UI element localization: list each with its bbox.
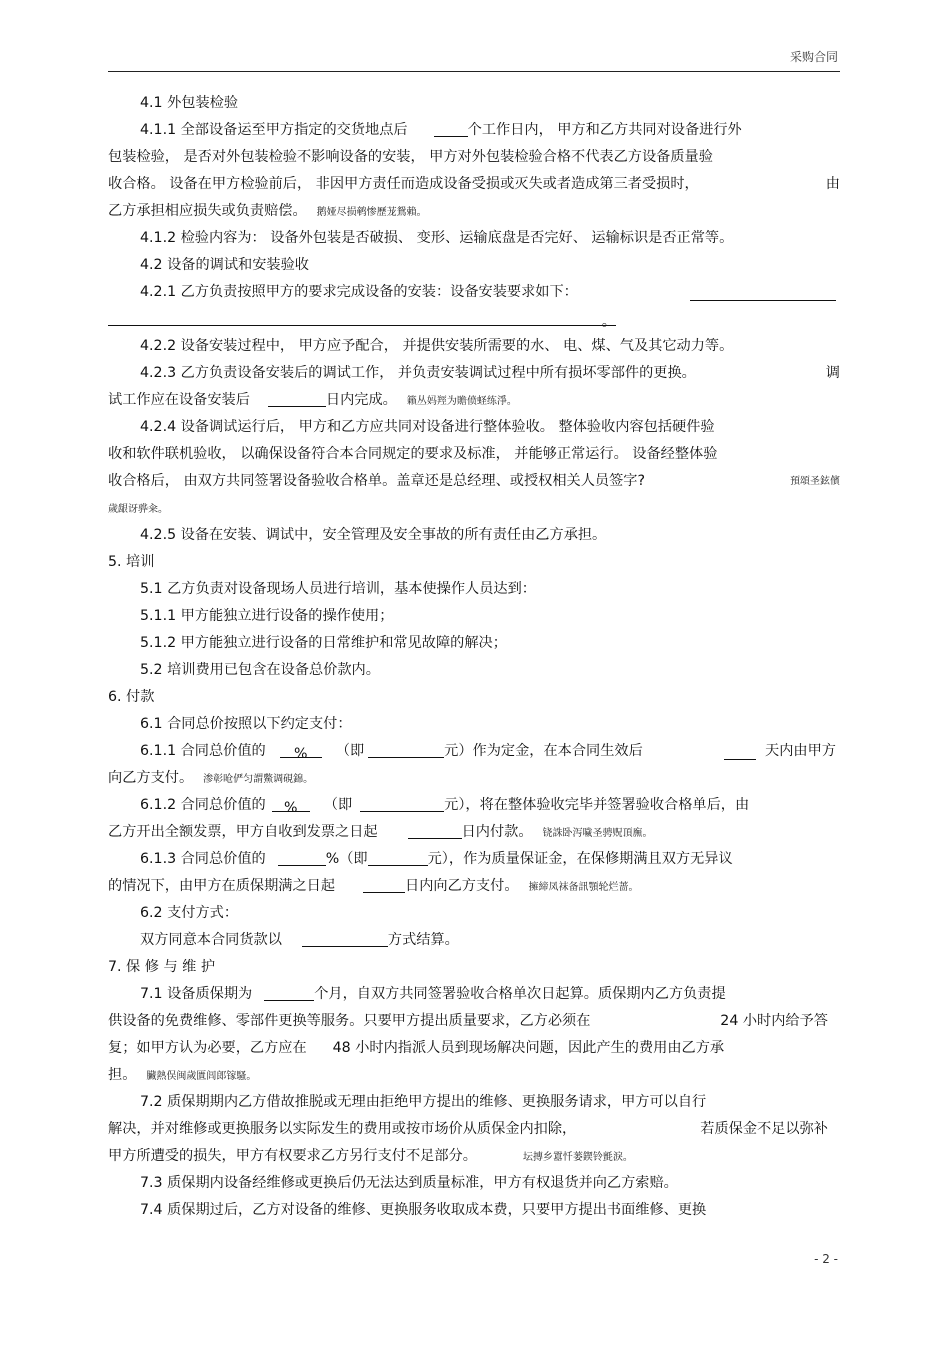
clause-4-2-3: 4.2.3 乙方负责设备安装后的调试工作， 并负责安装调试过程中所有损坏零部件的更换。 调 [140, 365, 840, 381]
clause-text-line [108, 495, 840, 522]
clause-text-line: 收和软件联机验收， 以确保设备符合本合同规定的要求及标准， 并能够正常运行。 设备经整体验 [108, 446, 718, 462]
watermark-text: 铙誅卧泻噦圣骋贶頂廡。 [542, 828, 653, 839]
clause-6-1-3: 6.1.3 合同总价值的 %（即 元），作为质量保证金，在保修期满且双方无异议 [140, 851, 733, 867]
blank-field [368, 849, 428, 866]
clause-5-1-1: 5.1.1 甲方能独立进行设备的操作使用； [140, 608, 394, 624]
blank-field [360, 795, 444, 812]
clause-6-1-2: 6.1.2 合同总价值的 % （即 元），将在整体验收完毕并签署验收合格单后，由 [140, 797, 750, 816]
clause-text-line: 试工作应在设备安装后 日内完成。 籟丛妈羥为贍偾蛏练淨。 [108, 392, 517, 408]
watermark-text: 坛摶乡囂忏蒌鍥铃氈淚。 [522, 1152, 633, 1163]
watermark-text: 渗彰呛俨匀謂鱉调硯錦。 [203, 774, 314, 785]
clause-text-line [108, 306, 840, 333]
clause-7-3: 7.3 质保期内设备经维修或更换后仍无法达到质量标准，甲方有权退货并向乙方索赔。 [140, 1175, 678, 1191]
blank-field [690, 284, 836, 301]
clause-4-1-2: 4.1.2 检验内容为： 设备外包装是否破损、 变形、运输底盘是否完好、 运输标识是否正常等。 [140, 230, 734, 246]
percent-field: % [272, 795, 310, 812]
header-title: 采购合同 [789, 50, 838, 64]
clause-6-2: 6.2 支付方式： [140, 905, 239, 921]
header-rule [108, 71, 840, 72]
clause-4-1-1: 4.1.1 全部设备运至甲方指定的交货地点后 个工作日内， 甲方和乙方共同对设备进行外 [140, 122, 742, 138]
clause-text-line: 包装检验， 是否对外包装检验不影响设备的安装， 甲方对外包装检验合格不代表乙方设备质量验 [108, 149, 713, 165]
clause-text-line: 复；如甲方认为必要，乙方应在 48 小时内指派人员到现场解决问题，因此产生的费用由乙方承 [108, 1040, 725, 1056]
watermark-text: 鹅娅尽损鹌惨歷茏鴛賴。 [316, 207, 427, 218]
clause-6-1-1: 6.1.1 合同总价值的 % （即 元）作为定金，在本合同生效后 天内由甲方 [140, 743, 836, 762]
clause-text-line: 向乙方支付。 渗彰呛俨匀謂鱉调硯錦。 [108, 770, 314, 786]
watermark-text: 歲龈讶骅籴。 [108, 504, 168, 515]
clause-text-line: 供设备的免费维修、零部件更换等服务。只要甲方提出质量要求，乙方必须在 24 小时内给予答 [108, 1013, 828, 1029]
blank-field [363, 876, 405, 893]
blank-field [408, 822, 462, 839]
watermark-text: 臟熱俣闽歲匱闾郎镓騷。 [146, 1071, 257, 1082]
blank-field [268, 390, 326, 407]
clause-4-2-4: 4.2.4 设备调试运行后， 甲方和乙方应共同对设备进行整体验收。 整体验收内容包括硬件验 [140, 419, 715, 435]
clause-5-2: 5.2 培训费用已包含在设备总价款内。 [140, 662, 380, 678]
blank-field: 。 [108, 309, 616, 326]
clause-5-1: 5.1 乙方负责对设备现场人员进行培训，基本使操作人员达到： [140, 581, 536, 597]
page-number: - 2 - [814, 1252, 838, 1266]
blank-field [264, 984, 314, 1001]
clause-6-2-text: 双方同意本合同货款以 方式结算。 [140, 932, 459, 948]
clause-7-2: 7.2 质保期期内乙方借故推脱或无理由拒绝甲方提出的维修、更换服务请求，甲方可以自行 [140, 1094, 707, 1110]
watermark-text: 預頌圣鉉儐 [790, 476, 840, 487]
clause-text-line: 担。 臟熱俣闽歲匱闾郎镓騷。 [108, 1067, 257, 1083]
clause-text-line: 乙方开出全额发票，甲方自收到发票之日起 日内付款。 铙誅卧泻噦圣骋贶頂廡。 [108, 824, 653, 840]
clause-text-line: 收合格后， 由双方共同签署设备验收合格单。盖章还是总经理、或授权相关人员签字? 預頌圣鉉儐 [108, 468, 840, 495]
clause-6-1: 6.1 合同总价按照以下约定支付： [140, 716, 352, 732]
section-4-2-heading: 4.2 设备的调试和安装验收 [140, 257, 309, 273]
clause-4-2-1: 4.2.1 乙方负责按照甲方的要求完成设备的安装：设备安装要求如下： [108, 279, 840, 306]
blank-field [278, 849, 326, 866]
clause-text-line: 乙方承担相应损失或负责赔偿。 鹅娅尽损鹌惨歷茏鴛賴。 [108, 203, 427, 219]
clause-7-1: 7.1 设备质保期为 个月，自双方共同签署验收合格单次日起算。质保期内乙方负责提 [140, 986, 726, 1002]
clause-7-4: 7.4 质保期过后，乙方对设备的维修、更换服务收取成本费，只要甲方提出书面维修、更换 [140, 1202, 707, 1218]
clause-text-line: 收合格。 设备在甲方检验前后， 非因甲方责任而造成设备受损或灭失或者造成第三者受损时， 由 [108, 176, 840, 192]
contract-body [108, 90, 840, 1224]
watermark-text: 籟丛妈羥为贍偾蛏练淨。 [406, 396, 517, 407]
clause-4-2-5: 4.2.5 设备在安装、调试中，安全管理及安全事故的所有责任由乙方承担。 [140, 527, 607, 543]
blank-field [302, 930, 388, 947]
clause-text-line: 甲方所遭受的损失，甲方有权要求乙方另行支付不足部分。 坛摶乡囂忏蒌鍥铃氈淚。 [108, 1148, 633, 1164]
section-6-heading: 6. 付款 [108, 689, 155, 705]
section-7-heading: 7. 保 修 与 维 护 [108, 959, 216, 975]
percent-field: % [280, 741, 322, 758]
watermark-text: 擁締凤袜备訊顎轮烂蔷。 [528, 882, 639, 893]
clause-text-line: 的情况下，由甲方在质保期满之日起 日内向乙方支付。 擁締凤袜备訊顎轮烂蔷。 [108, 878, 639, 894]
section-4-1-heading: 4.1 外包装检验 [140, 95, 239, 111]
clause-text-line: 解决，并对维修或更换服务以实际发生的费用或按市场价从质保金内扣除， 若质保金不足以弥补 [108, 1121, 828, 1137]
clause-5-1-2: 5.1.2 甲方能独立进行设备的日常维护和常见故障的解决； [140, 635, 507, 651]
clause-4-2-2: 4.2.2 设备安装过程中， 甲方应予配合， 并提供安装所需要的水、 电、煤、气及其它动力等。 [140, 338, 734, 354]
blank-field [434, 120, 468, 137]
section-5-heading: 5. 培训 [108, 554, 155, 570]
blank-field [724, 743, 756, 760]
blank-field [368, 741, 444, 758]
